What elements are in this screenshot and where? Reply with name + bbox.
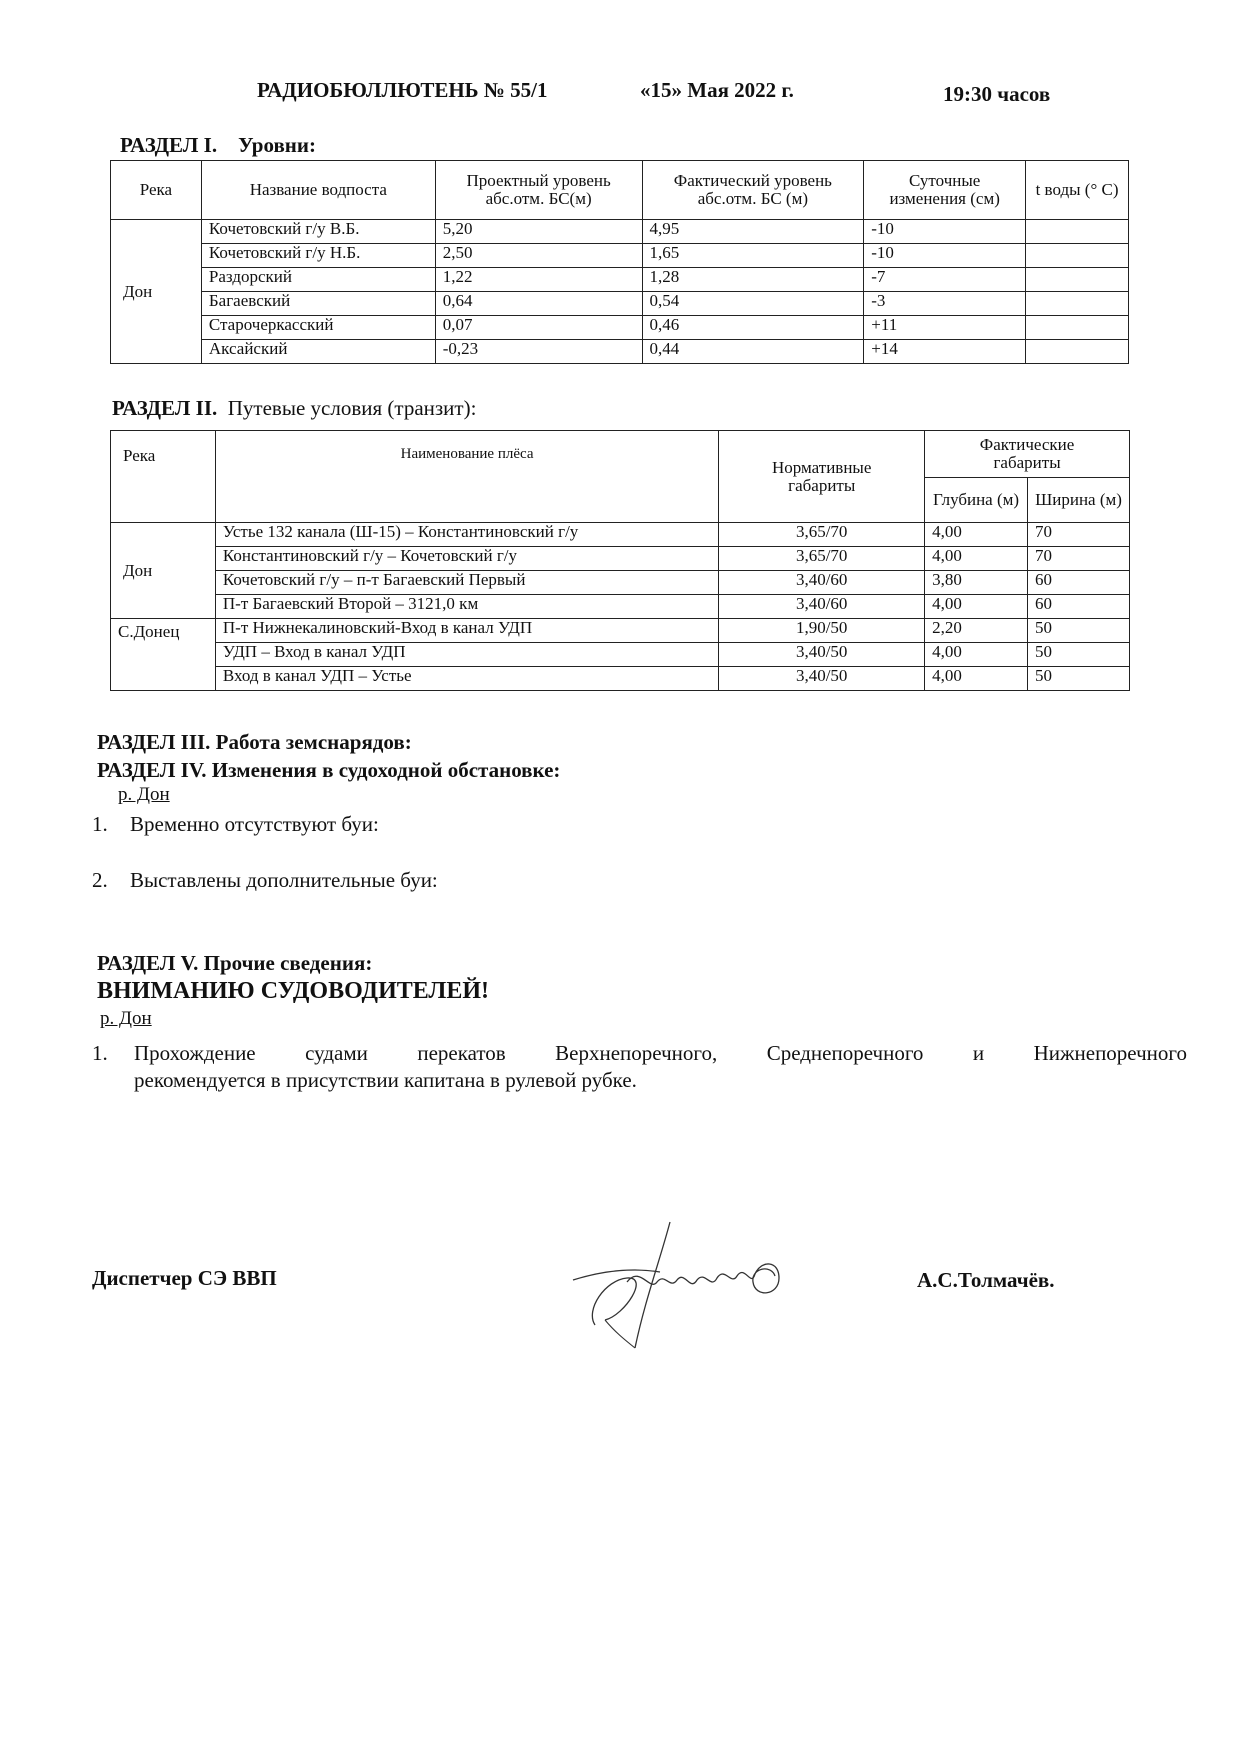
signatory-position: Диспетчер СЭ ВВП xyxy=(92,1266,277,1290)
water-temp xyxy=(1026,220,1129,244)
actual-width: 60 xyxy=(1028,571,1130,595)
reach-name: П-т Нижнекалиновский-Вход в канал УДП xyxy=(215,619,718,643)
reach-name: Кочетовский г/у – п-т Багаевский Первый xyxy=(215,571,718,595)
project-level: -0,23 xyxy=(435,340,642,364)
col-river: Река xyxy=(111,161,202,220)
list-item: 2. Выставлены дополнительные буи: xyxy=(92,868,438,892)
station-name: Раздорский xyxy=(201,268,435,292)
attention-heading: ВНИМАНИЮ СУДОВОДИТЕЛЕЙ! xyxy=(97,978,489,1004)
water-temp xyxy=(1026,292,1129,316)
extra-buoys: Выставлены дополнительные буи: xyxy=(130,868,438,892)
section1-title: Уровни: xyxy=(238,133,316,157)
section2-title: Путевые условия (транзит): xyxy=(227,396,477,420)
daily-change: +14 xyxy=(864,340,1026,364)
col-reach-name: Наименование плёса xyxy=(215,431,718,523)
normative-dims: 3,40/50 xyxy=(719,667,925,691)
actual-depth: 4,00 xyxy=(925,667,1028,691)
table-row xyxy=(111,619,1130,643)
water-temp xyxy=(1026,340,1129,364)
actual-depth: 4,00 xyxy=(925,547,1028,571)
project-level: 0,07 xyxy=(435,316,642,340)
actual-level: 0,46 xyxy=(642,316,864,340)
list-item xyxy=(92,1040,1187,1095)
project-level: 0,64 xyxy=(435,292,642,316)
table-row xyxy=(111,220,1129,244)
col-depth: Глубина (м) xyxy=(925,478,1028,523)
daily-change: -10 xyxy=(864,244,1026,268)
transit-table xyxy=(110,430,1130,691)
actual-width: 70 xyxy=(1028,523,1130,547)
river-cell: Дон xyxy=(111,220,202,364)
bulletin-date: «15» Мая 2022 г. xyxy=(640,78,794,102)
notice-line-1: Прохождение судами перекатов Верхнепоречного, Среднепоречного и Нижнепоречного xyxy=(134,1041,1187,1065)
item-number: 1. xyxy=(92,1041,108,1065)
reach-name: УДП – Вход в канал УДП xyxy=(215,643,718,667)
project-level: 1,22 xyxy=(435,268,642,292)
signatory-name: А.С.Толмачёв. xyxy=(917,1268,1055,1292)
col-daily-change: Суточные изменения (см) xyxy=(864,161,1026,220)
section5-title: РАЗДЕЛ V. Прочие сведения: xyxy=(97,951,373,975)
actual-depth: 3,80 xyxy=(925,571,1028,595)
section3-title: РАЗДЕЛ III. Работа земснарядов: xyxy=(97,730,412,754)
actual-level: 0,44 xyxy=(642,340,864,364)
water-temp xyxy=(1026,244,1129,268)
daily-change: -10 xyxy=(864,220,1026,244)
normative-dims: 1,90/50 xyxy=(719,619,925,643)
normative-dims: 3,40/50 xyxy=(719,643,925,667)
normative-dims: 3,40/60 xyxy=(719,595,925,619)
station-name: Кочетовский г/у В.Б. xyxy=(201,220,435,244)
actual-depth: 2,20 xyxy=(925,619,1028,643)
river-cell: Дон xyxy=(111,523,216,619)
col-width: Ширина (м) xyxy=(1028,478,1130,523)
notice-line-2: рекомендуется в присутствии капитана в рулевой рубке. xyxy=(134,1068,637,1093)
table-row xyxy=(111,547,1130,571)
table-row xyxy=(111,340,1129,364)
missing-buoys: Временно отсутствуют буи: xyxy=(130,812,379,836)
col-actual-level: Фактический уровень абс.отм. БС (м) xyxy=(642,161,864,220)
actual-width: 60 xyxy=(1028,595,1130,619)
reach-name: Вход в канал УДП – Устье xyxy=(215,667,718,691)
water-temp xyxy=(1026,268,1129,292)
col-actual-dims: Фактические габариты xyxy=(925,431,1130,478)
station-name: Старочеркасский xyxy=(201,316,435,340)
actual-depth: 4,00 xyxy=(925,595,1028,619)
section4-title: РАЗДЕЛ IV. Изменения в судоходной обстановке: xyxy=(97,758,561,782)
col-river: Река xyxy=(111,431,216,523)
reach-name: П-т Багаевский Второй – 3121,0 км xyxy=(215,595,718,619)
actual-width: 70 xyxy=(1028,547,1130,571)
project-level: 5,20 xyxy=(435,220,642,244)
col-normative: Нормативные габариты xyxy=(719,431,925,523)
reach-name: Константиновский г/у – Кочетовский г/у xyxy=(215,547,718,571)
section4-river: р. Дон xyxy=(118,784,170,805)
levels-table xyxy=(110,160,1129,364)
col-project-level: Проектный уровень абс.отм. БС(м) xyxy=(435,161,642,220)
actual-level: 4,95 xyxy=(642,220,864,244)
levels-header-row xyxy=(111,161,1129,220)
normative-dims: 3,65/70 xyxy=(719,523,925,547)
station-name: Аксайский xyxy=(201,340,435,364)
list-item: 1. Временно отсутствуют буи: xyxy=(92,812,379,836)
daily-change: -7 xyxy=(864,268,1026,292)
bulletin-title: РАДИОБЮЛЛЮТЕНЬ № 55/1 xyxy=(257,78,548,102)
actual-depth: 4,00 xyxy=(925,523,1028,547)
table-row xyxy=(111,595,1130,619)
table-row xyxy=(111,571,1130,595)
reach-name: Устье 132 канала (Ш-15) – Константиновский г/у xyxy=(215,523,718,547)
bulletin-time: 19:30 часов xyxy=(943,82,1051,106)
actual-depth: 4,00 xyxy=(925,643,1028,667)
section2-heading xyxy=(112,396,476,421)
table-row xyxy=(111,268,1129,292)
table-row xyxy=(111,292,1129,316)
section5-river: р. Дон xyxy=(100,1008,152,1029)
section2-number: РАЗДЕЛ II. xyxy=(112,396,218,420)
water-temp xyxy=(1026,316,1129,340)
actual-level: 1,28 xyxy=(642,268,864,292)
station-name: Багаевский xyxy=(201,292,435,316)
col-station: Название водпоста xyxy=(201,161,435,220)
normative-dims: 3,40/60 xyxy=(719,571,925,595)
section1-number: РАЗДЕЛ I. xyxy=(120,133,218,157)
river-cell: С.Донец xyxy=(111,619,216,691)
project-level: 2,50 xyxy=(435,244,642,268)
table-row xyxy=(111,667,1130,691)
actual-width: 50 xyxy=(1028,619,1130,643)
daily-change: +11 xyxy=(864,316,1026,340)
col-water-temp: t воды (° С) xyxy=(1026,161,1129,220)
daily-change: -3 xyxy=(864,292,1026,316)
table-row xyxy=(111,643,1130,667)
transit-header-row-1 xyxy=(111,431,1130,478)
actual-level: 0,54 xyxy=(642,292,864,316)
table-row xyxy=(111,244,1129,268)
section1-heading xyxy=(120,133,316,158)
actual-width: 50 xyxy=(1028,667,1130,691)
table-row xyxy=(111,316,1129,340)
actual-width: 50 xyxy=(1028,643,1130,667)
normative-dims: 3,65/70 xyxy=(719,547,925,571)
station-name: Кочетовский г/у Н.Б. xyxy=(201,244,435,268)
signature-image xyxy=(565,1220,795,1350)
table-row xyxy=(111,523,1130,547)
actual-level: 1,65 xyxy=(642,244,864,268)
